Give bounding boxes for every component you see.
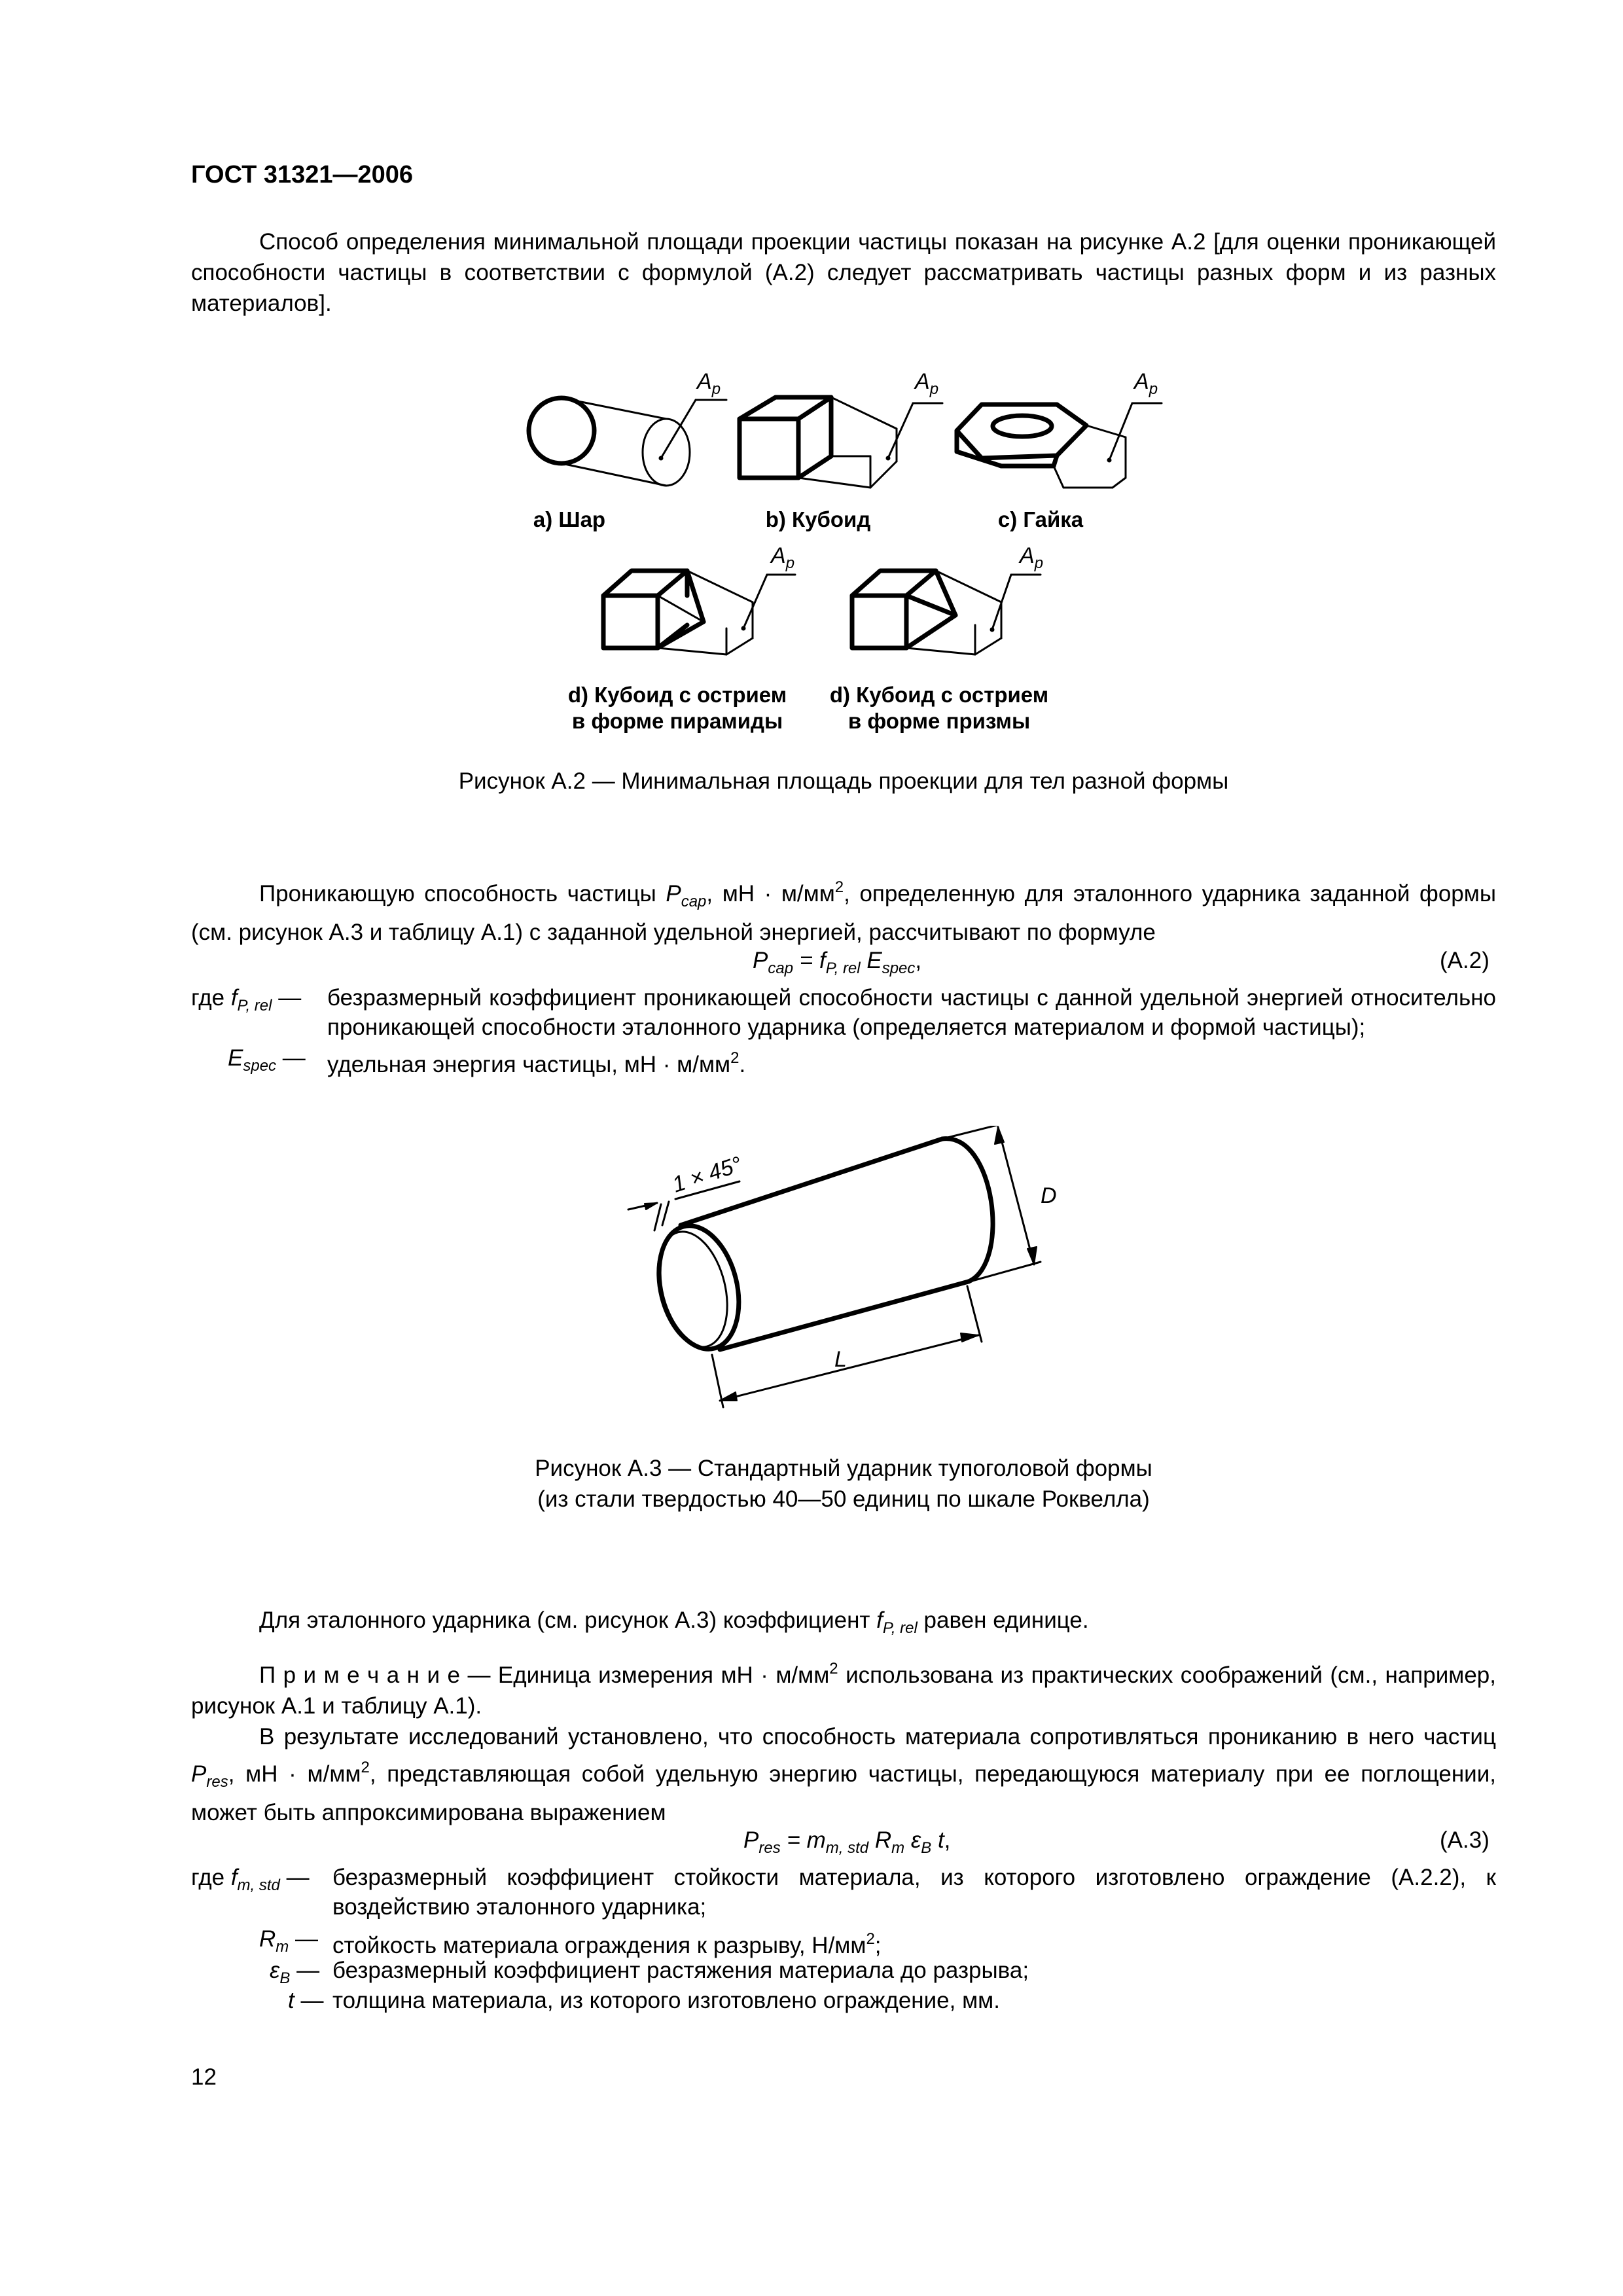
formula-a2-number: (A.2) <box>1440 948 1489 973</box>
label-ap-e: $A_p$ <box>1020 543 1044 572</box>
paragraph-resistance: В результате исследований установлено, что способность материала сопротивляться прониканию в него частиц $P_{res}$, мН · $м/мм^2$, представляющая собой удельную энергию частицы, передающуюся материалу при ее поглощении, может быть аппроксимирована выражением <box>191 1724 1497 1825</box>
label-l: L <box>834 1347 847 1372</box>
label-ap-a: $A_p$ <box>697 369 721 398</box>
document-header: ГОСТ 31321—2006 <box>191 161 414 188</box>
formula-a3-number: (A.3) <box>1440 1827 1489 1853</box>
page-number: 12 <box>191 2064 217 2090</box>
figure-a3-caption: Рисунок А.3 — Стандартный ударник тупоголовой формы (из стали твердостью 40—50 единиц по шкале Роквелла) <box>535 1456 1152 1512</box>
cuboid-pyramid-drawing <box>603 571 795 655</box>
cuboid-prism-drawing <box>852 571 1041 655</box>
formula-a2: $P_{cap} = f_{P, rel}$ $E_{spec}$, <box>753 948 922 977</box>
label-ap-b: $A_p$ <box>915 369 939 398</box>
label-ap-c: $A_p$ <box>1134 369 1158 398</box>
paragraph-intro: Способ определения минимальной площади проекции частицы показан на рисунке А.2 [для оценки проникающей способности частицы в соответствии с формулой (А.2) следует рассматривать частицы разных форм и из разных материалов]. <box>191 229 1496 316</box>
def-rm: $R_m$ — <box>259 1926 319 1956</box>
label-chamfer: 1 × 45° <box>669 1151 745 1198</box>
def-eb-desc: безразмерный коэффициент растяжения материала до разрыва; <box>332 1958 1029 1983</box>
def-f-prel: где $f_{P, rel}$ — <box>191 985 302 1014</box>
sublabel-e: d) Кубоид с острием в форме призмы <box>829 683 1049 733</box>
paragraph-reference-striker: Для эталонного ударника (см. рисунок А.3) коэффициент $f_{P, rel}$ равен единице. <box>259 1607 1089 1637</box>
figure-a2-drawings <box>0 353 1623 720</box>
def-fm-std-desc: безразмерный коэффициент стойкости материала, из которого изготовлено ограждение (А.2.2), к воздействию эталонного ударника; <box>332 1865 1496 1920</box>
figure-a3-drawing <box>0 1126 1623 1453</box>
def-espec-desc: удельная энергия частицы, мН · $м/мм^2$. <box>327 1049 746 1077</box>
sublabel-b: b) Кубоид <box>765 507 871 531</box>
def-rm-desc: стойкость материала ограждения к разрыву, $Н/мм^2$; <box>332 1930 882 1958</box>
def-f-prel-desc: безразмерный коэффициент проникающей способности частицы с данной удельной энергией относительно проникающей способности эталонного ударника (определяется материалом и формой частицы); <box>327 985 1496 1040</box>
def-fm-std: где $f_{m, std}$ — <box>191 1865 310 1894</box>
sublabel-c: c) Гайка <box>997 507 1084 531</box>
def-eb: $\varepsilon_B$ — <box>270 1958 320 1987</box>
note: П р и м е ч а н и е — Единица измерения мН · $м/мм^2$ использована из практических соображений (см., например, рисунок А.1 и таблицу А.1). <box>191 1660 1496 1719</box>
sublabel-d: d) Кубоид с острием в форме пирамиды <box>567 683 787 733</box>
cuboid-drawing <box>740 397 942 488</box>
label-ap-d: $A_p$ <box>771 543 795 572</box>
formula-a3: $P_{res} = m_{m, std}$ $R_m$ $\varepsilon_B$ t, <box>743 1827 951 1857</box>
figure-a2-caption: Рисунок А.2 — Минимальная площадь проекции для тел разной формы <box>458 768 1229 794</box>
def-espec: $E_{spec}$ — <box>228 1045 306 1075</box>
label-d: D <box>1041 1183 1057 1208</box>
nut-drawing <box>957 403 1162 488</box>
sublabel-a: a) Шар <box>533 507 606 531</box>
paragraph-penetration: Проникающую способность частицы $P_{cap}$, мН · $м/мм^2$, определенную для эталонного ударника заданной формы (см. рисунок А.3 и таблицу А.1) с заданной удельной энергией, рассчитывают по формуле <box>191 878 1496 945</box>
def-t: t — <box>288 1988 324 2013</box>
sphere-drawing <box>529 398 726 486</box>
def-t-desc: толщина материала, из которого изготовлено ограждение, мм. <box>332 1988 1000 2013</box>
